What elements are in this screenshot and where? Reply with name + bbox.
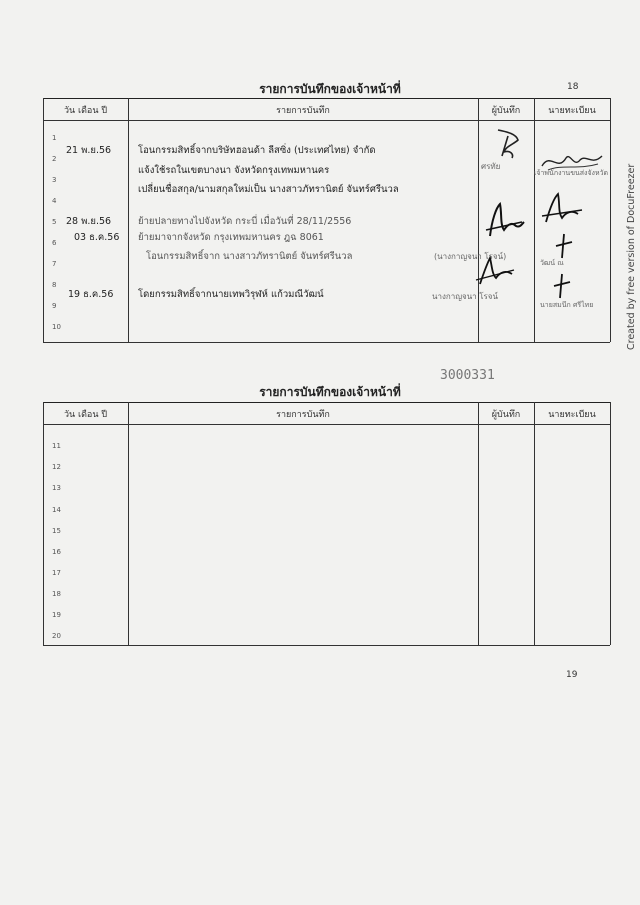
row-number: 20 [52, 632, 61, 640]
official-stamp-text: เจ้าพนักงานขนส่งจังหวัด [534, 169, 609, 177]
watermark-text: Created by free version of DocuFreezer [626, 163, 637, 350]
entry-text: ย้ายมาจากจังหวัด กรุงเทพมหานคร ฎฉ 8061 [138, 232, 324, 243]
entry-date: 21 พ.ย.56 [66, 145, 112, 156]
upper-header-recorder: ผู้บันทึก [491, 106, 521, 116]
row-number: 2 [52, 155, 57, 163]
lower-section-title: รายการบันทึกของเจ้าหน้าที่ [259, 385, 401, 399]
lower-header-date: วัน เดือน ปี [63, 410, 108, 420]
upper-header-entry: รายการบันทึก [276, 106, 330, 116]
row-number: 16 [52, 548, 61, 556]
upper-header-date: วัน เดือน ปี [63, 106, 108, 116]
entry-text: ย้ายปลายทางไปจังหวัด กระบี่ เมื่อวันที่ 28/11/2556 [138, 216, 352, 227]
row-number: 17 [52, 569, 61, 577]
row-number: 13 [52, 484, 61, 492]
entry-text: โอนกรรมสิทธิ์จากบริษัทฮอนด้า ลีสซิ่ง (ประเทศไทย) จำกัด [138, 145, 376, 156]
page-number-top: 18 [567, 82, 579, 92]
page-number-bottom: 19 [566, 670, 578, 680]
row-number: 7 [52, 260, 57, 268]
registrar-signature [538, 148, 608, 174]
registrar-mark [552, 232, 576, 260]
row-number: 4 [52, 197, 57, 205]
registrar-signature [538, 190, 588, 226]
entry-text: โดยกรรมสิทธิ์จากนายเทพวิรุฬห์ แก้วมณีวัฒน์ [138, 289, 324, 300]
serial-number-fragment: 3000331 [440, 368, 495, 383]
row-number: 14 [52, 506, 61, 514]
entry-text: โอนกรรมสิทธิ์จาก นางสาวภัทรานิตย์ จันทร์ศรีนวล [146, 251, 353, 262]
entry-text: เปลี่ยนชื่อสกุล/นามสกุลใหม่เป็น นางสาวภัทรานิตย์ จันทร์ศรีนวล [138, 184, 399, 195]
lower-header-recorder: ผู้บันทึก [491, 410, 521, 420]
recorder-signature [488, 126, 528, 162]
official-stamp-text: วัฒน์ ณ [540, 259, 564, 267]
row-number: 19 [52, 611, 61, 619]
row-number: 9 [52, 302, 57, 310]
row-number: 18 [52, 590, 61, 598]
row-number: 6 [52, 239, 57, 247]
row-number: 5 [52, 218, 57, 226]
row-number: 15 [52, 527, 61, 535]
lower-header-registrar: นายทะเบียน [548, 410, 596, 420]
entry-date: 03 ธ.ค.56 [74, 232, 120, 243]
upper-header-registrar: นายทะเบียน [548, 106, 596, 116]
entry-text: แจ้งใช้รถในเขตบางนา จังหวัดกรุงเทพมหานคร [138, 165, 330, 176]
official-stamp-text: (นางกาญจนา โรจน์) [434, 252, 507, 261]
upper-section-title: รายการบันทึกของเจ้าหน้าที่ [259, 82, 401, 96]
row-number: 3 [52, 176, 57, 184]
official-stamp-text: ศรทัย [481, 162, 501, 171]
official-stamp-text: นางกาญจนา โรจน์ [432, 292, 498, 301]
registrar-mark [550, 272, 574, 300]
lower-header-entry: รายการบันทึก [276, 410, 330, 420]
row-number: 11 [52, 442, 61, 450]
official-stamp-text: นายสมนึก ศรีไทย [540, 301, 594, 309]
entry-date: 28 พ.ย.56 [66, 216, 112, 227]
row-number: 10 [52, 323, 61, 331]
entry-date: 19 ธ.ค.56 [68, 289, 114, 300]
row-number: 8 [52, 281, 57, 289]
row-number: 1 [52, 134, 57, 142]
row-number: 12 [52, 463, 61, 471]
watermark [612, 150, 637, 390]
recorder-signature [482, 200, 528, 240]
recorder-signature [474, 252, 518, 288]
